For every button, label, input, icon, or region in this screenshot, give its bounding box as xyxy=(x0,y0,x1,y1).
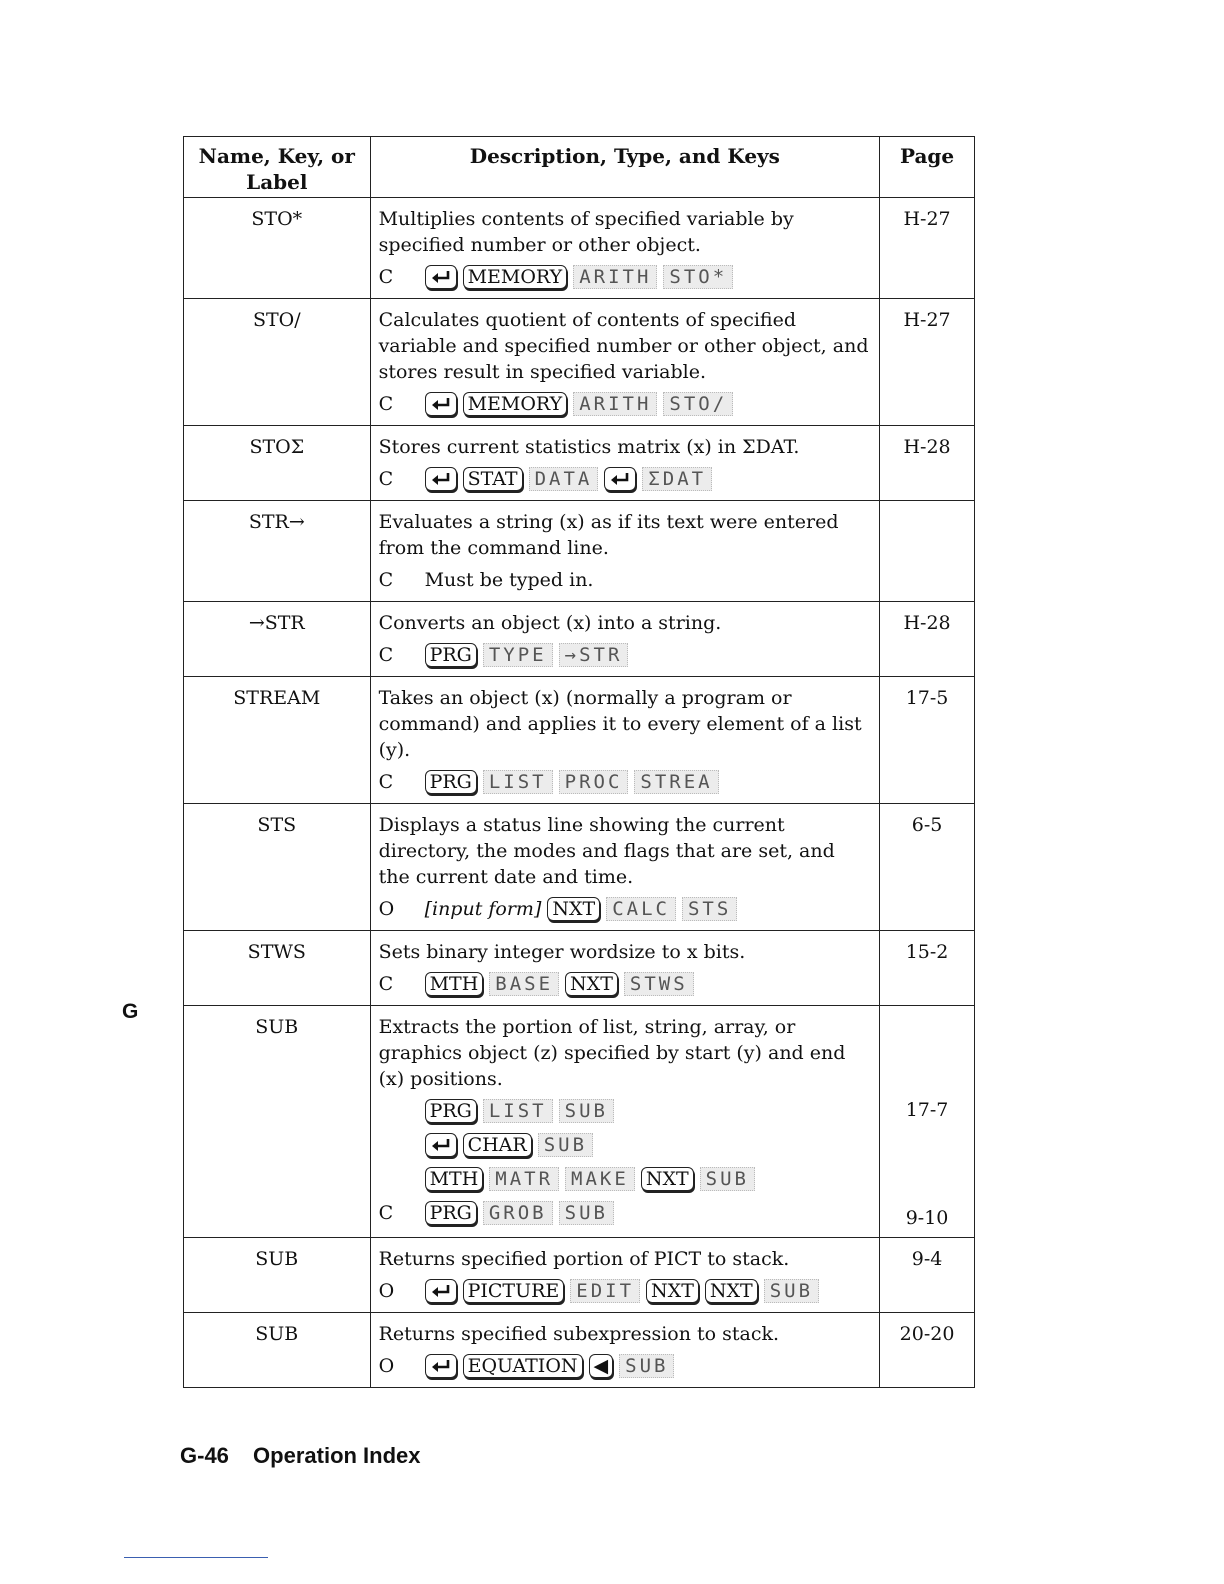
key-sequence-line xyxy=(379,464,872,494)
operation-type: C xyxy=(378,973,394,995)
key-sequence xyxy=(425,1201,614,1225)
table-row xyxy=(184,1006,975,1238)
key-sequence xyxy=(425,972,694,996)
menu-label: SUB xyxy=(538,1133,593,1157)
description-text: Calculates quotient of contents of specified variable and specified number or other object, and stores result in specified variable. xyxy=(378,309,869,383)
calculator-key: PRG xyxy=(425,1201,477,1225)
description-text: Stores current statistics matrix (x) in ΣDAT. xyxy=(378,436,800,458)
left-shift-key-icon xyxy=(425,265,457,289)
calculator-key: STAT xyxy=(463,467,523,491)
entry-description xyxy=(370,602,880,677)
key-sequence-line xyxy=(379,1096,872,1126)
header-desc: Description, Type, and Keys xyxy=(370,137,880,198)
calculator-key: PRG xyxy=(425,643,477,667)
operation-type: C xyxy=(378,266,394,288)
operation-index-table xyxy=(183,136,975,1388)
line-page-number xyxy=(881,1128,973,1164)
description-text: Returns specified portion of PICT to stack. xyxy=(378,1248,790,1270)
table-row xyxy=(184,1313,975,1388)
operation-type: O xyxy=(378,1280,395,1302)
entry-page: 15-2 xyxy=(880,931,975,1006)
input-form-note: [input form] xyxy=(424,898,542,920)
menu-label: STO* xyxy=(663,265,733,289)
key-sequence-line xyxy=(379,262,872,292)
line-page-number: 17-7 xyxy=(905,1099,949,1121)
key-sequence xyxy=(425,770,719,794)
key-sequence-line xyxy=(379,389,872,419)
operation-type: O xyxy=(378,898,395,920)
key-sequence xyxy=(425,265,734,289)
menu-label: →STR xyxy=(559,643,629,667)
menu-label: STREA xyxy=(634,770,718,794)
table-row xyxy=(184,602,975,677)
entry-description xyxy=(370,1313,880,1388)
key-sequence xyxy=(425,467,713,491)
menu-label: EDIT xyxy=(570,1279,640,1303)
table-row xyxy=(184,804,975,931)
header-name: Name, Key, or Label xyxy=(184,137,371,198)
menu-label: CALC xyxy=(606,897,676,921)
left-shift-key-icon xyxy=(425,1354,457,1378)
menu-label: ΣDAT xyxy=(642,467,712,491)
left-shift-key-icon xyxy=(425,1133,457,1157)
description-text: Returns specified subexpression to stack. xyxy=(378,1323,780,1345)
calculator-key: MEMORY xyxy=(463,265,568,289)
menu-label: BASE xyxy=(489,972,559,996)
key-sequence-line xyxy=(379,565,872,595)
menu-label: STO/ xyxy=(663,392,733,416)
menu-label: SUB xyxy=(700,1167,755,1191)
entry-description xyxy=(370,931,880,1006)
menu-label: SUB xyxy=(764,1279,819,1303)
key-sequence xyxy=(425,896,738,922)
menu-label: PROC xyxy=(559,770,629,794)
entry-page xyxy=(880,501,975,602)
key-sequence-line xyxy=(379,1198,872,1228)
menu-label: GROB xyxy=(483,1201,553,1225)
table-row xyxy=(184,198,975,299)
key-sequence-line xyxy=(379,1130,872,1160)
entry-description xyxy=(370,299,880,426)
menu-label: MAKE xyxy=(565,1167,635,1191)
left-shift-key-icon xyxy=(425,1279,457,1303)
entry-description xyxy=(370,1238,880,1313)
description-text: Converts an object (x) into a string. xyxy=(378,612,722,634)
entry-page: 20-20 xyxy=(880,1313,975,1388)
table-row xyxy=(184,501,975,602)
description-text: Extracts the portion of list, string, array, or graphics object (z) specified by start (y) and end (x) positions. xyxy=(378,1016,846,1090)
calculator-key: NXT xyxy=(641,1167,694,1191)
operation-type: C xyxy=(378,1202,394,1224)
entry-page: H-28 xyxy=(880,602,975,677)
menu-label: SUB xyxy=(559,1099,614,1123)
entry-page: H-27 xyxy=(880,198,975,299)
entry-page xyxy=(880,1006,975,1238)
menu-label: ARITH xyxy=(573,392,657,416)
entry-name: SUB xyxy=(184,1313,371,1388)
left-shift-key-icon xyxy=(604,467,636,491)
calculator-key: PICTURE xyxy=(463,1279,565,1303)
operation-type: C xyxy=(378,393,394,415)
entry-page: 17-5 xyxy=(880,677,975,804)
description-text: Multiplies contents of specified variable by specified number or other object. xyxy=(378,208,794,256)
menu-label: STS xyxy=(682,897,737,921)
calculator-key: MTH xyxy=(425,972,484,996)
calculator-key: NXT xyxy=(646,1279,699,1303)
operation-type: C xyxy=(378,644,394,666)
key-sequence-line xyxy=(379,1276,872,1306)
table-body xyxy=(184,198,975,1388)
calculator-key: NXT xyxy=(547,897,600,921)
calculator-key: EQUATION xyxy=(463,1354,583,1378)
entry-page: 6-5 xyxy=(880,804,975,931)
calculator-key: MEMORY xyxy=(463,392,568,416)
entry-name: SUB xyxy=(184,1006,371,1238)
menu-label: SUB xyxy=(619,1354,674,1378)
key-sequence-line xyxy=(379,969,872,999)
key-sequence-line xyxy=(379,767,872,797)
operation-type: C xyxy=(378,771,394,793)
key-note: Must be typed in. xyxy=(424,569,594,591)
calculator-key: NXT xyxy=(565,972,618,996)
description-text: Displays a status line showing the current directory, the modes and flags that are set, and the current date and time. xyxy=(378,814,835,888)
key-sequence xyxy=(425,392,734,416)
header-row xyxy=(184,137,975,198)
entry-name: STS xyxy=(184,804,371,931)
key-sequence-line xyxy=(379,1351,872,1381)
key-sequence xyxy=(425,1167,755,1191)
table-row xyxy=(184,931,975,1006)
key-sequence xyxy=(425,1354,675,1378)
entry-name: STO/ xyxy=(184,299,371,426)
header-page: Page xyxy=(880,137,975,198)
key-sequence-line xyxy=(379,894,872,924)
calculator-key: PRG xyxy=(425,1099,477,1123)
entry-description xyxy=(370,804,880,931)
key-sequence xyxy=(425,1279,819,1303)
calculator-key: CHAR xyxy=(463,1133,532,1157)
entry-description xyxy=(370,198,880,299)
menu-label: DATA xyxy=(529,467,599,491)
calculator-key: MTH xyxy=(425,1167,484,1191)
key-sequence xyxy=(425,643,629,667)
menu-label: SUB xyxy=(559,1201,614,1225)
entry-name: SUB xyxy=(184,1238,371,1313)
entry-description xyxy=(370,426,880,501)
footer-page-number: G-46 xyxy=(180,1443,229,1468)
menu-label: LIST xyxy=(483,770,553,794)
operation-type: C xyxy=(378,468,394,490)
footer-title: Operation Index xyxy=(253,1443,421,1468)
page-footer xyxy=(180,1443,421,1469)
left-shift-key-icon xyxy=(425,467,457,491)
left-shift-key-icon xyxy=(425,392,457,416)
section-tab: G xyxy=(122,1000,139,1023)
entry-name: STOΣ xyxy=(184,426,371,501)
page-spacer xyxy=(881,1014,973,1092)
key-sequence-line xyxy=(379,640,872,670)
key-sequence xyxy=(425,1099,614,1123)
table-row xyxy=(184,677,975,804)
footer-rule xyxy=(124,1557,268,1558)
calculator-key: NXT xyxy=(705,1279,758,1303)
entry-name: STR→ xyxy=(184,501,371,602)
calculator-key: ◀ xyxy=(589,1354,614,1378)
table-row xyxy=(184,1238,975,1313)
operation-type: O xyxy=(378,1355,395,1377)
entry-description xyxy=(370,1006,880,1238)
entry-page: H-27 xyxy=(880,299,975,426)
line-page-number: 9-10 xyxy=(905,1207,949,1229)
table-row xyxy=(184,299,975,426)
entry-page: H-28 xyxy=(880,426,975,501)
menu-label: MATR xyxy=(489,1167,559,1191)
line-page-number xyxy=(881,1164,973,1200)
menu-label: STWS xyxy=(624,972,694,996)
calculator-key: PRG xyxy=(425,770,477,794)
operation-type: C xyxy=(378,569,394,591)
menu-label: ARITH xyxy=(573,265,657,289)
menu-label: LIST xyxy=(483,1099,553,1123)
key-sequence-line xyxy=(379,1164,872,1194)
description-text: Sets binary integer wordsize to x bits. xyxy=(378,941,746,963)
entry-name: STWS xyxy=(184,931,371,1006)
menu-label: TYPE xyxy=(483,643,553,667)
entry-page: 9-4 xyxy=(880,1238,975,1313)
entry-name: →STR xyxy=(184,602,371,677)
entry-name: STO* xyxy=(184,198,371,299)
entry-name: STREAM xyxy=(184,677,371,804)
description-text: Takes an object (x) (normally a program or command) and applies it to every element of a list (y). xyxy=(378,687,862,761)
table-row xyxy=(184,426,975,501)
description-text: Evaluates a string (x) as if its text were entered from the command line. xyxy=(378,511,839,559)
key-sequence xyxy=(425,1133,593,1157)
entry-description xyxy=(370,677,880,804)
entry-description xyxy=(370,501,880,602)
